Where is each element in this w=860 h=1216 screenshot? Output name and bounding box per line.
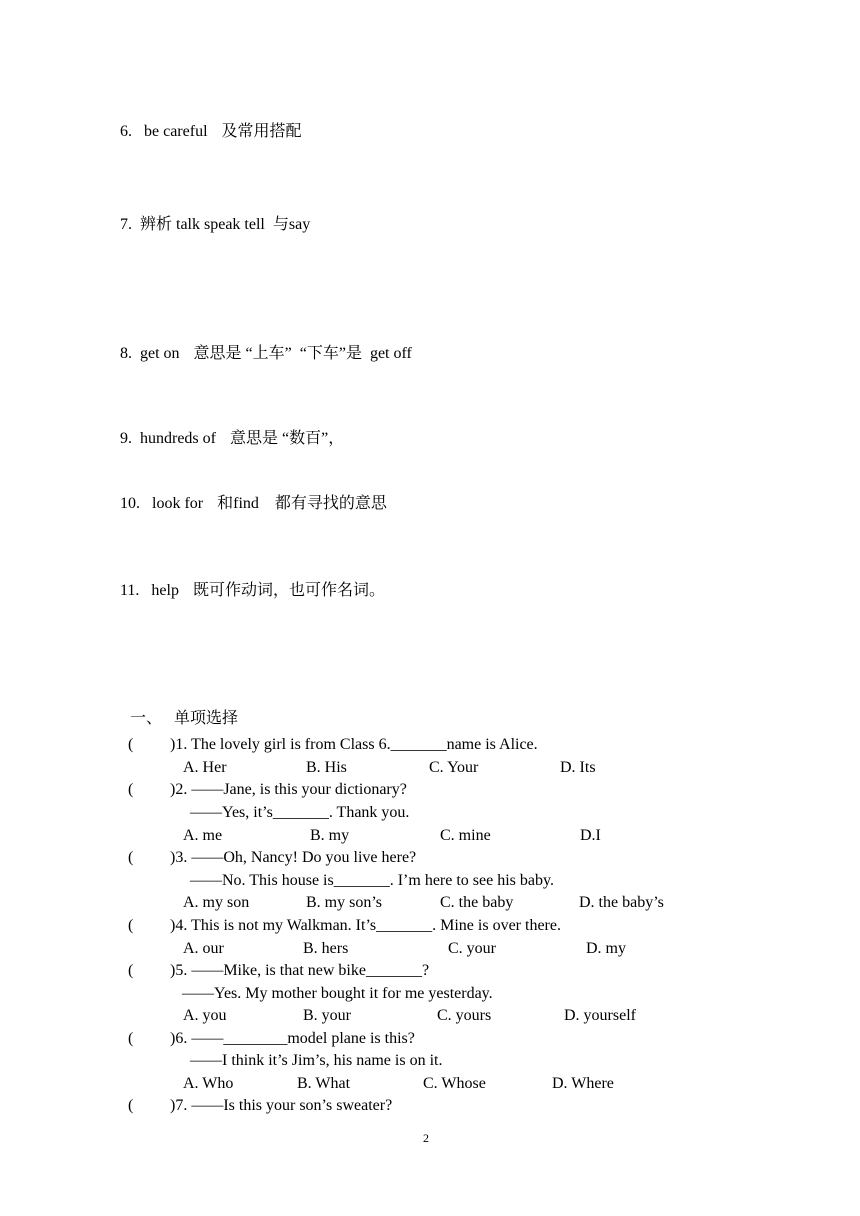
note-chinese: 意思是 “上车” “下车”是 get off <box>193 345 412 362</box>
note-number: 7. <box>120 216 132 233</box>
option-d: D.I <box>580 827 601 844</box>
question-4-text: )4. This is not my Walkman. It’s_______. Mine is over there. <box>170 917 561 934</box>
note-chinese: 和find 都有寻找的意思 <box>217 495 387 512</box>
question-6-reply: ——I think it’s Jim’s, his name is on it. <box>190 1052 443 1069</box>
option-d: D. Where <box>552 1075 614 1092</box>
note-chinese: 及常用搭配 <box>221 123 302 140</box>
note-term: hundreds of <box>140 430 216 447</box>
note-chinese: 既可作动词，也可作名词。 <box>192 582 385 599</box>
option-b: B. His <box>306 759 347 776</box>
note-9 <box>120 430 344 448</box>
question-2-reply: ——Yes, it’s_______. Thank you. <box>190 804 410 821</box>
note-number: 9. <box>120 430 132 447</box>
section-title: 单项选择 <box>174 710 239 727</box>
question-6-text: )6. ——________model plane is this? <box>170 1030 415 1047</box>
question-1-text: )1. The lovely girl is from Class 6._______name is Alice. <box>170 736 538 753</box>
note-6 <box>120 123 302 141</box>
option-d: D. my <box>586 940 626 957</box>
option-c: C. Whose <box>423 1075 486 1092</box>
note-number: 6. <box>120 123 132 140</box>
section-number: 一、 <box>130 710 163 727</box>
note-term: help <box>151 582 179 599</box>
note-chinese: 意思是 “数百”， <box>229 430 345 447</box>
note-11 <box>120 582 385 600</box>
option-c: C. the baby <box>440 894 514 911</box>
option-b: B. hers <box>303 940 349 957</box>
question-2-text: )2. ——Jane, is this your dictionary? <box>170 781 407 798</box>
note-10 <box>120 495 387 513</box>
option-b: B. What <box>297 1075 351 1092</box>
question-7-text: )7. ——Is this your son’s sweater? <box>170 1097 393 1114</box>
note-term: get on <box>140 345 180 362</box>
section-header <box>130 710 238 728</box>
question-2-paren: ( <box>128 781 134 798</box>
note-term: be careful <box>144 123 208 140</box>
note-number: 10. <box>120 495 140 512</box>
question-7-paren: ( <box>128 1097 134 1114</box>
option-c: C. yours <box>437 1007 492 1024</box>
option-a: A. Who <box>183 1075 234 1092</box>
question-5-paren: ( <box>128 962 134 979</box>
option-b: B. your <box>303 1007 351 1024</box>
note-number: 11. <box>120 582 140 599</box>
option-d: D. yourself <box>564 1007 636 1024</box>
note-8 <box>120 345 412 363</box>
question-3-paren: ( <box>128 849 134 866</box>
option-d: D. Its <box>560 759 596 776</box>
question-6-paren: ( <box>128 1030 134 1047</box>
note-term: look for <box>152 495 204 512</box>
option-d: D. the baby’s <box>579 894 664 911</box>
page-number: 2 <box>423 1131 429 1145</box>
option-a: A. Her <box>183 759 227 776</box>
note-number: 8. <box>120 345 132 362</box>
option-a: A. our <box>183 940 224 957</box>
question-4-paren: ( <box>128 917 134 934</box>
option-a: A. me <box>183 827 223 844</box>
question-1-paren: ( <box>128 736 134 753</box>
option-c: C. mine <box>440 827 491 844</box>
note-chinese: 与say <box>272 216 311 233</box>
question-5-text: )5. ——Mike, is that new bike_______? <box>170 962 430 979</box>
note-term: 辨析 talk speak tell <box>140 216 265 233</box>
option-b: B. my son’s <box>306 894 383 911</box>
question-5-reply: ——Yes. My mother bought it for me yesterday. <box>182 985 493 1002</box>
option-c: C. Your <box>429 759 479 776</box>
question-3-text: )3. ——Oh, Nancy! Do you live here? <box>170 849 417 866</box>
note-7 <box>120 216 310 234</box>
option-b: B. my <box>310 827 350 844</box>
option-a: A. you <box>183 1007 227 1024</box>
option-a: A. my son <box>183 894 250 911</box>
option-c: C. your <box>448 940 496 957</box>
question-3-reply: ——No. This house is_______. I’m here to see his baby. <box>190 872 554 889</box>
